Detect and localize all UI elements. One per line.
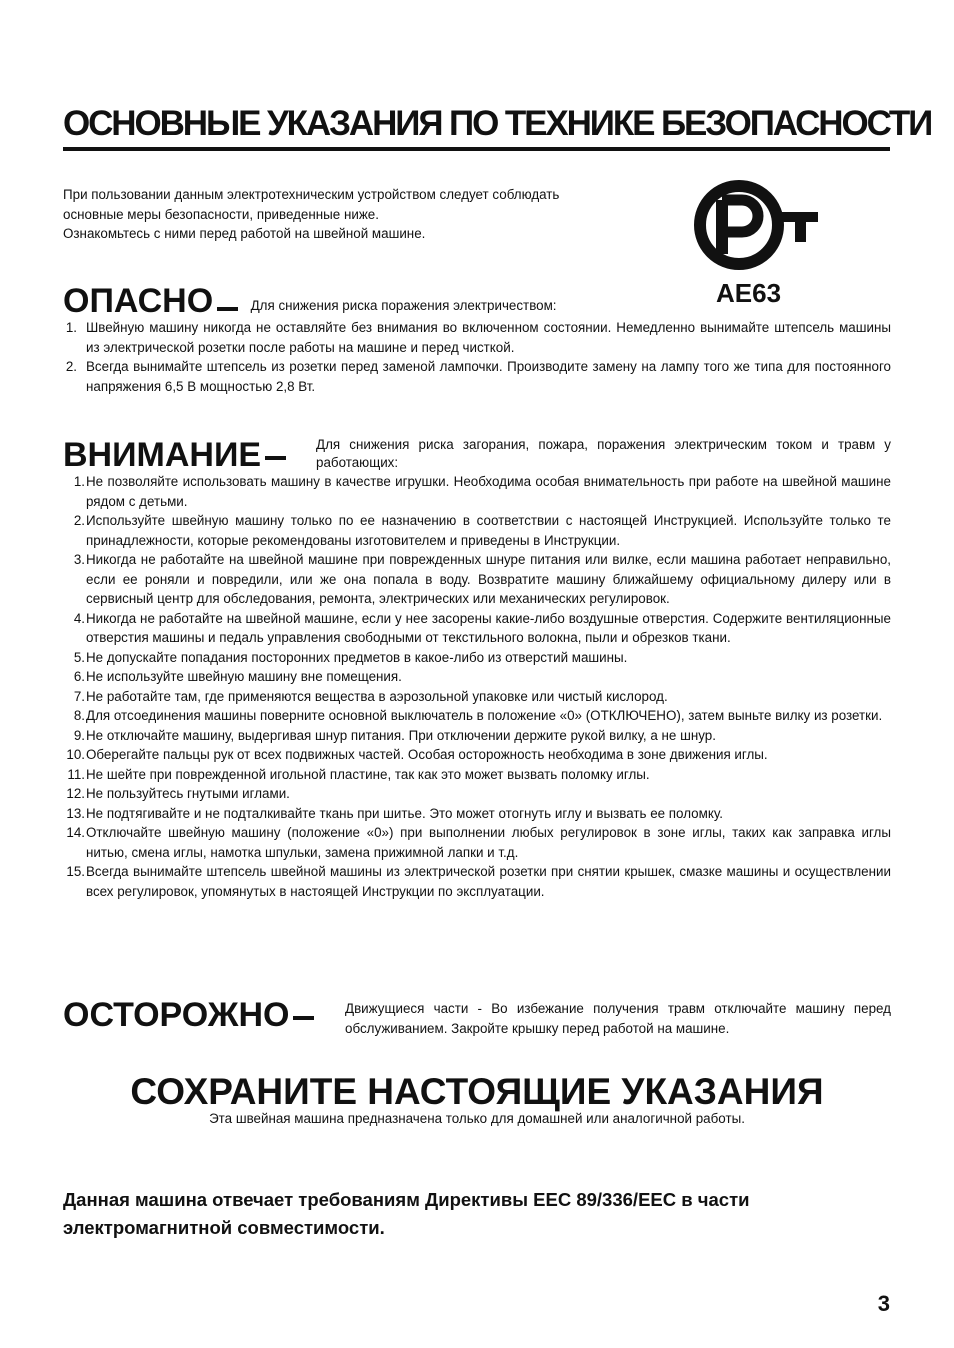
item-number: 13. <box>66 805 85 821</box>
item-text: Не позволяйте использовать машину в качестве игрушки. Необходима особая внимательность при работе на швейной машине рядом с детьми. <box>86 474 891 509</box>
danger-note: Для снижения риска поражения электричеством: <box>250 298 557 313</box>
item-text: Для отсоединения машины поверните основной выключатель в положение «0» (ОТКЛЮЧЕНО), затем выньте вилку из розетки. <box>86 708 883 723</box>
list-item <box>63 706 891 726</box>
warning-list <box>63 472 891 901</box>
save-instructions-subtitle: Эта швейная машина предназначена только для домашней или аналогичной работы. <box>209 1111 745 1126</box>
list-item <box>63 745 891 765</box>
list-item <box>63 318 891 357</box>
intro-text <box>63 185 663 244</box>
list-item <box>63 357 891 396</box>
page-number: 3 <box>877 1291 890 1316</box>
heading-dash <box>265 456 286 460</box>
item-number: 11. <box>67 766 85 782</box>
item-number: 5. <box>73 649 85 665</box>
item-number: 2. <box>65 359 77 374</box>
list-item <box>63 687 891 707</box>
intro-line: основные меры безопасности, приведенные ниже. <box>63 206 379 222</box>
item-number: 6. <box>73 669 85 684</box>
item-number: 8. <box>73 708 85 723</box>
item-text: Отключайте швейную машину (положение «0») при выполнении любых регулировок в зоне иглы, таких как заправка иглы нитью, смена иглы, намотка шпульки, замена прижимной лапки и т.д. <box>86 825 891 860</box>
item-number: 9. <box>73 727 85 743</box>
item-text: Не допускайте попадания посторонних предметов в какое-либо из отверстий машины. <box>86 649 628 665</box>
item-number: 7. <box>73 688 85 704</box>
item-text: Не шейте при поврежденной игольной пластине, так как это может вызвать поломку иглы. <box>86 766 650 782</box>
warning-note: Для снижения риска загорания, пожара, поражения электрическим током и травм у работающих: <box>316 437 891 470</box>
item-number: 12. <box>66 786 85 801</box>
list-item <box>63 804 891 824</box>
intro-line: При пользовании данным электротехническим устройством следует соблюдать <box>63 187 560 202</box>
heading-dash <box>293 1016 314 1020</box>
item-text: Всегда вынимайте штепсель швейной машины из электрической розетки при снятии крышек, смазке машины и осуществлении всех регулировок, упомянутых в настоящей Инструкции по эксплуатации. <box>86 864 891 899</box>
item-number: 10. <box>66 747 85 762</box>
danger-list <box>63 318 891 396</box>
item-text: Швейную машину никогда не оставляйте без внимания во включенном состоянии. Немедленно вынимайте штепсель машины из электрической розетки после работы на машине и перед чисткой. <box>86 320 891 355</box>
list-item <box>63 511 891 550</box>
save-instructions-title: СОХРАНИТЕ НАСТОЯЩИЕ УКАЗАНИЯ <box>130 1071 824 1112</box>
heading-dash <box>217 307 238 311</box>
item-number: 4. <box>73 610 85 626</box>
pct-certification-icon <box>690 178 825 273</box>
list-item <box>63 609 891 648</box>
item-text: Никогда не работайте на швейной машине при поврежденных шнуре питания или вилке, если машина работает неправильно, если ее роняли и повредили, или же она попала в воду. Возвратите машину ближайшему официальному дилеру или в сервисный центр для обследования, ремонта, электрических или механических регулировок. <box>86 552 891 606</box>
item-text: Не подтягивайте и не подталкивайте ткань при шитье. Это может отогнуть иглу и вызвать ее поломку. <box>86 805 723 821</box>
list-item <box>63 648 891 668</box>
item-number: 14. <box>66 825 85 840</box>
warning-heading: ВНИМАНИЕ <box>63 436 262 474</box>
item-number: 1. <box>65 320 77 335</box>
list-item <box>63 550 891 609</box>
item-number: 15. <box>66 864 85 879</box>
danger-heading: ОПАСНО <box>63 282 214 320</box>
item-text: Не пользуйтесь гнутыми иглами. <box>86 786 290 801</box>
list-item <box>63 823 891 862</box>
warning-heading-wrap <box>63 436 286 474</box>
item-text: Всегда вынимайте штепсель из розетки перед заменой лампочки. Производите замену на лампу того же типа для постоянного напряжения 6,5 В мощностью 2,8 Вт. <box>86 359 891 394</box>
item-text: Никогда не работайте на швейной машине, если у нее засорены какие-либо воздушные отверстия. Содержите вентиляционные отверстия машины и педаль управления свободными от текстильного волокна, пыли и обрезков ткани. <box>86 610 891 645</box>
item-text: Не используйте швейную машину вне помещения. <box>86 669 402 684</box>
list-item <box>63 784 891 804</box>
intro-line: Ознакомьтесь с ними перед работой на швейной машине. <box>63 226 426 241</box>
title-divider <box>63 147 890 151</box>
item-text: Используйте швейную машину только по ее назначению в соответствии с настоящей Инструкцией. Используйте только те принадлежности, которые рекомендованы изготовителем и приведены в Инструкции. <box>86 513 891 548</box>
list-item <box>63 667 891 687</box>
item-number: 3. <box>73 552 85 567</box>
list-item <box>63 862 891 901</box>
compliance-statement: Данная машина отвечает требованиям Директивы EEC 89/336/EEC в части электромагнитной совместимости. <box>63 1189 750 1238</box>
danger-header <box>63 282 893 320</box>
item-text: Не отключайте машину, выдергивая шнур питания. При отключении держите рукой вилку, а не шнур. <box>86 727 716 743</box>
list-item <box>63 765 891 785</box>
caution-heading-wrap <box>63 996 314 1034</box>
list-item <box>63 726 891 746</box>
caution-heading: ОСТОРОЖНО <box>63 996 290 1034</box>
item-text: Оберегайте пальцы рук от всех подвижных частей. Особая осторожность необходима в зоне движения иглы. <box>86 747 768 762</box>
item-number: 1. <box>73 474 85 489</box>
caution-note: Движущиеся части - Во избежание получения травм отключайте машину перед обслуживанием. Закройте крышку перед работой на машине. <box>345 1001 891 1036</box>
page-title: ОСНОВНЫЕ УКАЗАНИЯ ПО ТЕХНИКЕ БЕЗОПАСНОСТИ <box>63 104 932 143</box>
item-number: 2. <box>73 513 85 528</box>
certification-code: AE63 <box>716 278 782 308</box>
item-text: Не работайте там, где применяются вещества в аэрозольной упаковке или чистый кислород. <box>86 688 668 704</box>
list-item <box>63 472 891 511</box>
